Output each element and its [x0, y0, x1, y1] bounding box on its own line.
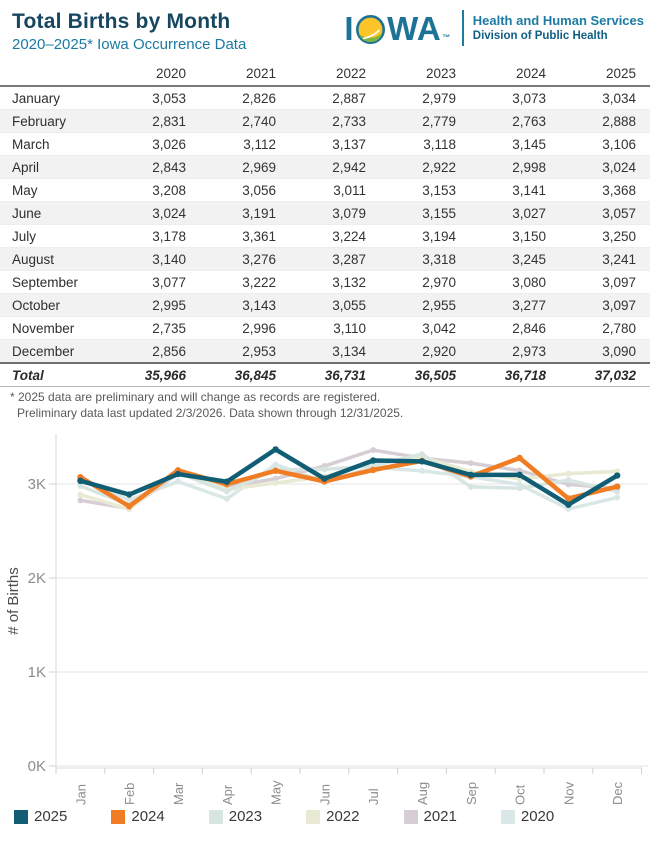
data-point-2020[interactable]	[419, 468, 425, 474]
birth-count-cell: 3,024	[110, 202, 200, 225]
chart-legend	[14, 808, 554, 825]
data-point-2021[interactable]	[468, 460, 474, 466]
data-point-2025[interactable]	[272, 446, 278, 452]
birth-count-cell: 2,920	[380, 340, 470, 364]
legend-item-2021[interactable]	[404, 808, 457, 825]
birth-count-cell: 2,735	[110, 317, 200, 340]
birth-count-cell: 2,780	[560, 317, 650, 340]
legend-label: 2021	[423, 808, 457, 825]
birth-count-cell: 3,368	[560, 179, 650, 202]
legend-label: 2025	[34, 808, 68, 825]
month-label: July	[0, 225, 110, 248]
data-point-2020[interactable]	[273, 461, 279, 467]
month-label: August	[0, 248, 110, 271]
year-column-header: 2021	[200, 63, 290, 86]
birth-count-cell: 2,843	[110, 156, 200, 179]
table-row	[0, 110, 650, 133]
birth-count-cell: 3,056	[200, 179, 290, 202]
data-point-2025[interactable]	[321, 475, 327, 481]
birth-count-cell: 2,996	[200, 317, 290, 340]
birth-count-cell: 3,132	[290, 271, 380, 294]
logo-divider	[462, 10, 464, 46]
legend-label: 2020	[520, 808, 555, 825]
birth-count-cell: 3,024	[560, 156, 650, 179]
birth-count-cell: 3,150	[470, 225, 560, 248]
legend-item-2025[interactable]	[14, 808, 67, 825]
birth-count-cell: 3,145	[470, 133, 560, 156]
y-tick-label: 2K	[27, 570, 46, 587]
table-total-row	[0, 363, 650, 387]
birth-count-cell: 3,026	[110, 133, 200, 156]
birth-count-cell: 2,970	[380, 271, 470, 294]
birth-count-cell: 2,998	[470, 156, 560, 179]
x-tick-label: Sep	[463, 781, 479, 805]
data-point-2023[interactable]	[565, 477, 571, 483]
y-tick-label: 0K	[27, 758, 46, 775]
x-tick-label: Nov	[561, 781, 577, 805]
births-table-body	[0, 86, 650, 363]
birth-count-cell: 3,222	[200, 271, 290, 294]
data-point-2021[interactable]	[370, 447, 376, 453]
birth-count-cell: 2,922	[380, 156, 470, 179]
month-label: November	[0, 317, 110, 340]
birth-count-cell: 3,097	[560, 271, 650, 294]
data-point-2024[interactable]	[370, 467, 376, 473]
data-point-2024[interactable]	[272, 468, 278, 474]
iowa-letter-i: I	[344, 9, 355, 47]
data-point-2025[interactable]	[565, 501, 571, 507]
data-point-2025[interactable]	[77, 478, 83, 484]
table-row	[0, 317, 650, 340]
legend-swatch-icon	[404, 810, 418, 824]
birth-count-cell: 3,276	[200, 248, 290, 271]
legend-item-2020[interactable]	[501, 808, 554, 825]
legend-swatch-icon	[306, 810, 320, 824]
page-subtitle: 2020–2025* Iowa Occurrence Data	[12, 36, 247, 53]
legend-swatch-icon	[111, 810, 125, 824]
data-point-2024[interactable]	[126, 503, 132, 509]
birth-count-cell: 2,763	[470, 110, 560, 133]
birth-count-cell: 2,953	[200, 340, 290, 364]
birth-count-cell: 3,141	[470, 179, 560, 202]
birth-count-cell: 3,055	[290, 294, 380, 317]
iowa-hhs-logo	[344, 10, 644, 46]
birth-count-cell: 2,740	[200, 110, 290, 133]
y-tick-label: 3K	[27, 476, 46, 493]
year-column-header: 2023	[380, 63, 470, 86]
birth-count-cell: 2,733	[290, 110, 380, 133]
data-point-2024[interactable]	[614, 483, 620, 489]
month-column-header	[0, 63, 110, 86]
birth-count-cell: 3,287	[290, 248, 380, 271]
birth-count-cell: 2,887	[290, 86, 380, 110]
birth-count-cell: 2,831	[110, 110, 200, 133]
data-point-2022[interactable]	[273, 480, 279, 486]
legend-item-2022[interactable]	[306, 808, 359, 825]
data-point-2024[interactable]	[516, 455, 522, 461]
month-label: February	[0, 110, 110, 133]
year-column-header: 2022	[290, 63, 380, 86]
total-label: Total	[0, 363, 110, 387]
birth-count-cell: 3,134	[290, 340, 380, 364]
birth-count-cell: 3,208	[110, 179, 200, 202]
x-tick-label: Apr	[219, 784, 235, 805]
data-point-2023[interactable]	[321, 466, 327, 472]
month-label: December	[0, 340, 110, 364]
birth-count-cell: 2,969	[200, 156, 290, 179]
birth-count-cell: 3,097	[560, 294, 650, 317]
table-row	[0, 225, 650, 248]
data-point-2025[interactable]	[224, 479, 230, 485]
table-row	[0, 340, 650, 364]
month-label: September	[0, 271, 110, 294]
year-column-header: 2025	[560, 63, 650, 86]
x-tick-label: Mar	[171, 782, 186, 805]
x-tick-label: Aug	[415, 781, 430, 805]
total-count-cell: 36,731	[290, 363, 380, 387]
data-point-2025[interactable]	[419, 458, 425, 464]
legend-label: 2022	[326, 808, 360, 825]
births-line-chart[interactable]	[0, 430, 650, 808]
data-point-2025[interactable]	[614, 472, 620, 478]
total-count-cell: 36,845	[200, 363, 290, 387]
x-tick-label: Jan	[73, 784, 89, 805]
birth-count-cell: 3,118	[380, 133, 470, 156]
data-point-2023[interactable]	[224, 488, 230, 494]
total-count-cell: 36,505	[380, 363, 470, 387]
table-row	[0, 294, 650, 317]
birth-count-cell: 3,080	[470, 271, 560, 294]
birth-count-cell: 3,090	[560, 340, 650, 364]
birth-count-cell: 2,942	[290, 156, 380, 179]
month-label: April	[0, 156, 110, 179]
footnote-updated: Preliminary data last updated 2/3/2026. Data shown through 12/31/2025.	[17, 406, 404, 420]
data-point-2025[interactable]	[468, 472, 474, 478]
x-tick-label: May	[268, 780, 284, 805]
data-point-2020[interactable]	[175, 479, 181, 485]
table-row	[0, 133, 650, 156]
legend-swatch-icon	[209, 810, 223, 824]
data-point-2020[interactable]	[224, 496, 230, 502]
month-label: May	[0, 179, 110, 202]
legend-swatch-icon	[14, 810, 28, 824]
birth-count-cell: 3,191	[200, 202, 290, 225]
data-point-2025[interactable]	[126, 491, 132, 497]
birth-count-cell: 3,053	[110, 86, 200, 110]
legend-swatch-icon	[501, 810, 515, 824]
birth-count-cell: 2,826	[200, 86, 290, 110]
data-point-2023[interactable]	[517, 485, 523, 491]
table-header-row	[0, 63, 650, 86]
birth-count-cell: 2,888	[560, 110, 650, 133]
legend-label: 2023	[228, 808, 263, 825]
page-title: Total Births by Month	[12, 10, 231, 33]
birth-count-cell: 3,194	[380, 225, 470, 248]
birth-count-cell: 3,178	[110, 225, 200, 248]
footnotes	[10, 389, 403, 421]
birth-count-cell: 3,112	[200, 133, 290, 156]
x-tick-label: Jul	[366, 788, 382, 805]
data-point-2023[interactable]	[419, 451, 425, 457]
data-point-2023[interactable]	[468, 484, 474, 490]
birth-count-cell: 3,143	[200, 294, 290, 317]
table-row	[0, 271, 650, 294]
birth-count-cell: 3,155	[380, 202, 470, 225]
birth-count-cell: 3,361	[200, 225, 290, 248]
birth-count-cell: 3,073	[470, 86, 560, 110]
x-tick-label: Feb	[122, 782, 138, 805]
birth-count-cell: 2,995	[110, 294, 200, 317]
birth-count-cell: 3,140	[110, 248, 200, 271]
birth-count-cell: 3,318	[380, 248, 470, 271]
org-name: Health and Human Services	[472, 13, 644, 28]
data-point-2021[interactable]	[77, 497, 83, 503]
y-tick-label: 1K	[27, 664, 46, 681]
month-label: October	[0, 294, 110, 317]
year-column-header: 2024	[470, 63, 560, 86]
birth-count-cell: 3,106	[560, 133, 650, 156]
table-row	[0, 86, 650, 110]
data-point-2025[interactable]	[370, 457, 376, 463]
total-count-cell: 36,718	[470, 363, 560, 387]
birth-count-cell: 3,224	[290, 225, 380, 248]
legend-item-2023[interactable]	[209, 808, 262, 825]
y-axis-title: # of Births	[5, 567, 22, 635]
year-column-header: 2020	[110, 63, 200, 86]
table-row	[0, 202, 650, 225]
month-label: March	[0, 133, 110, 156]
data-point-2022[interactable]	[565, 471, 571, 477]
data-point-2020[interactable]	[614, 495, 620, 501]
data-point-2025[interactable]	[175, 471, 181, 477]
birth-count-cell: 3,250	[560, 225, 650, 248]
birth-count-cell: 3,110	[290, 317, 380, 340]
total-count-cell: 37,032	[560, 363, 650, 387]
table-row	[0, 248, 650, 271]
table-row	[0, 156, 650, 179]
birth-count-cell: 3,079	[290, 202, 380, 225]
total-count-cell: 35,966	[110, 363, 200, 387]
birth-count-cell: 3,277	[470, 294, 560, 317]
births-by-month-table	[0, 63, 650, 387]
birth-count-cell: 3,057	[560, 202, 650, 225]
birth-count-cell: 3,241	[560, 248, 650, 271]
birth-count-cell: 3,027	[470, 202, 560, 225]
month-label: June	[0, 202, 110, 225]
birth-count-cell: 2,779	[380, 110, 470, 133]
legend-item-2024[interactable]	[111, 808, 164, 825]
data-point-2022[interactable]	[77, 492, 83, 498]
iowa-sun-icon	[355, 14, 386, 45]
iowa-letters-wa: WA	[387, 9, 442, 47]
footnote-preliminary: * 2025 data are preliminary and will change as records are registered.	[10, 390, 381, 404]
trademark-symbol: ™	[442, 32, 451, 42]
x-tick-label: Jun	[317, 784, 333, 805]
birth-count-cell: 2,979	[380, 86, 470, 110]
data-point-2025[interactable]	[516, 472, 522, 478]
birth-count-cell: 2,973	[470, 340, 560, 364]
month-label: January	[0, 86, 110, 110]
birth-count-cell: 3,011	[290, 179, 380, 202]
birth-count-cell: 3,245	[470, 248, 560, 271]
birth-count-cell: 3,137	[290, 133, 380, 156]
birth-count-cell: 2,856	[110, 340, 200, 364]
org-division: Division of Public Health	[472, 30, 608, 42]
x-tick-label: Dec	[610, 781, 626, 805]
birth-count-cell: 2,846	[470, 317, 560, 340]
birth-count-cell: 3,077	[110, 271, 200, 294]
birth-count-cell: 3,153	[380, 179, 470, 202]
legend-label: 2024	[131, 808, 165, 825]
table-row	[0, 179, 650, 202]
iowa-logotype	[344, 9, 451, 47]
x-tick-label: Oct	[512, 784, 528, 805]
birth-count-cell: 3,034	[560, 86, 650, 110]
birth-count-cell: 2,955	[380, 294, 470, 317]
birth-count-cell: 3,042	[380, 317, 470, 340]
